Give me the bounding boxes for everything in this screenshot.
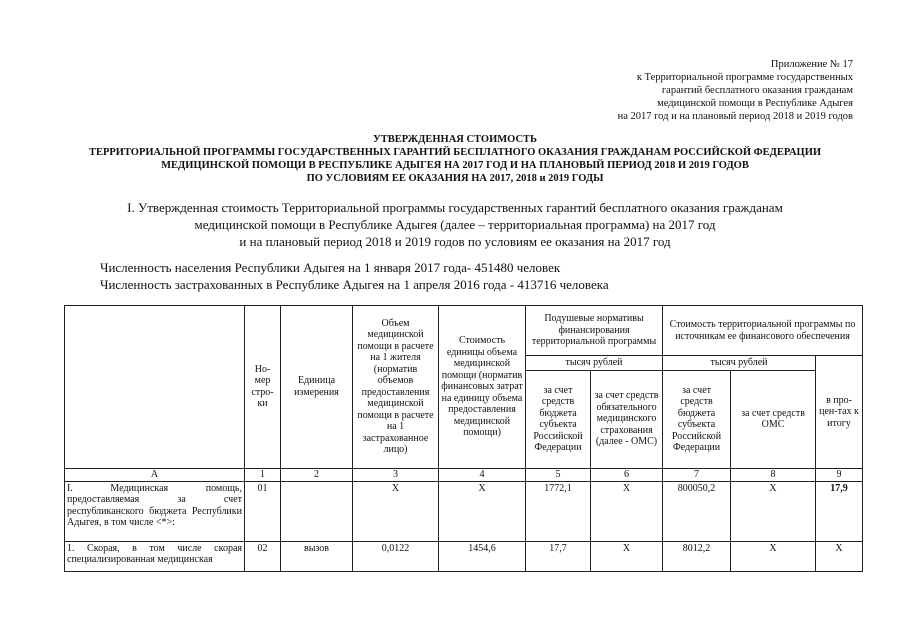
appendix-line: к Территориальной программе государственных (636, 72, 853, 83)
header-oms-insurance: за счет средств обязательного медицинского страхования (далее - ОМС) (591, 370, 663, 468)
table-row (65, 541, 863, 571)
row-number: 01 (245, 481, 281, 541)
section-title (90, 199, 820, 250)
document-title (60, 133, 850, 185)
column-number: 2 (281, 468, 353, 481)
header-per-capita-unit: тысяч рублей (526, 356, 663, 371)
row-percent: 17,9 (816, 481, 863, 541)
column-number: 8 (731, 468, 816, 481)
title-line: УТВЕРЖДЕННАЯ СТОИМОСТЬ (372, 134, 537, 145)
row-unit-cost: Х (439, 481, 526, 541)
header-budget: за счет средств бюджета субъекта Российской Федерации (526, 370, 591, 468)
column-number: 1 (245, 468, 281, 481)
column-number: 9 (816, 468, 863, 481)
column-number: 7 (663, 468, 731, 481)
header-volume: Объем медицинской помощи в расчете на 1 жителя (норматив объемов предоставления медицинской помощи в расчете на 1 застрахованное лицо) (353, 306, 439, 469)
insured-line: Численность застрахованных в Республике Адыгея на 1 апреля 2016 года - 413716 человека (100, 277, 609, 292)
row-unit (281, 481, 353, 541)
title-line: ПО УСЛОВИЯМ ЕЕ ОКАЗАНИЯ НА 2017, 2018 и 2019 ГОДЫ (306, 173, 604, 184)
title-line: МЕДИЦИНСКОЙ ПОМОЩИ В РЕСПУБЛИКЕ АДЫГЕЯ НА 2017 ГОД И НА ПЛАНОВЫЙ ПЕРИОД 2018 И 2019 ГОДОВ (161, 160, 749, 171)
row-cost-budget: 800050,2 (663, 481, 731, 541)
row-per-capita-oms: Х (591, 481, 663, 541)
appendix-line: Приложение № 17 (770, 59, 853, 70)
population-line: Численность населения Республики Адыгея на 1 января 2017 года- 451480 человек (100, 260, 561, 275)
column-number: А (65, 468, 245, 481)
header-percent: в про-цен-тах к итогу (816, 356, 863, 469)
column-number: 3 (353, 468, 439, 481)
header-cost-unit: тысяч рублей (663, 356, 816, 371)
row-percent: Х (816, 541, 863, 571)
column-number-row (65, 468, 863, 481)
population-info (100, 259, 609, 293)
row-volume: 0,0122 (353, 541, 439, 571)
row-cost-oms: Х (731, 481, 816, 541)
section-line: I. Утвержденная стоимость Территориальной программы государственных гарантий бесплатного оказания гражданам (127, 200, 783, 215)
header-unit: Единица измерения (281, 306, 353, 469)
header-cost-oms: за счет средств ОМС (731, 370, 816, 468)
section-line: медицинской помощи в Республике Адыгея (далее – территориальная программа) на 2017 год (194, 217, 716, 232)
header-row-num: Но-мер стро-ки (245, 306, 281, 469)
row-name: I. Медицинская помощь, предоставляемая за счет республиканского бюджета Республики Адыгея, в том числе <*>: (65, 481, 245, 541)
header-cost-budget: за счет средств бюджета субъекта Российской Федерации (663, 370, 731, 468)
row-cost-oms: Х (731, 541, 816, 571)
row-number: 02 (245, 541, 281, 571)
row-cost-budget: 8012,2 (663, 541, 731, 571)
header-cost: Стоимость территориальной программы по источникам ее финансового обеспечения (663, 306, 863, 356)
row-per-capita-oms: Х (591, 541, 663, 571)
column-number: 5 (526, 468, 591, 481)
cost-table (64, 305, 863, 572)
column-number: 4 (439, 468, 526, 481)
header-name-cell (65, 306, 245, 469)
row-unit: вызов (281, 541, 353, 571)
appendix-line: гарантий бесплатного оказания гражданам (661, 85, 853, 96)
table-row (65, 481, 863, 541)
row-volume: Х (353, 481, 439, 541)
appendix-line: медицинской помощи в Республике Адыгея (657, 98, 853, 109)
header-per-capita: Подушевые нормативы финансирования территориальной программы (526, 306, 663, 356)
appendix-note (553, 58, 853, 123)
row-per-capita-budget: 17,7 (526, 541, 591, 571)
column-number: 6 (591, 468, 663, 481)
row-per-capita-budget: 1772,1 (526, 481, 591, 541)
header-unit-cost: Стоимость единицы объема медицинской помощи (норматив финансовых затрат на единицу объема предоставления медицинской помощи) (439, 306, 526, 469)
row-name: 1. Скорая, в том числе скорая специализированная медицинская (65, 541, 245, 571)
row-unit-cost: 1454,6 (439, 541, 526, 571)
section-line: и на плановый период 2018 и 2019 годов по условиям ее оказания на 2017 год (239, 234, 671, 249)
title-line: ТЕРРИТОРИАЛЬНОЙ ПРОГРАММЫ ГОСУДАРСТВЕННЫХ ГАРАНТИЙ БЕСПЛАТНОГО ОКАЗАНИЯ ГРАЖДАНАМ РОССИЙСКОЙ ФЕДЕРАЦИИ (88, 147, 822, 158)
appendix-line: на 2017 год и на плановый период 2018 и 2019 годов (617, 111, 853, 122)
